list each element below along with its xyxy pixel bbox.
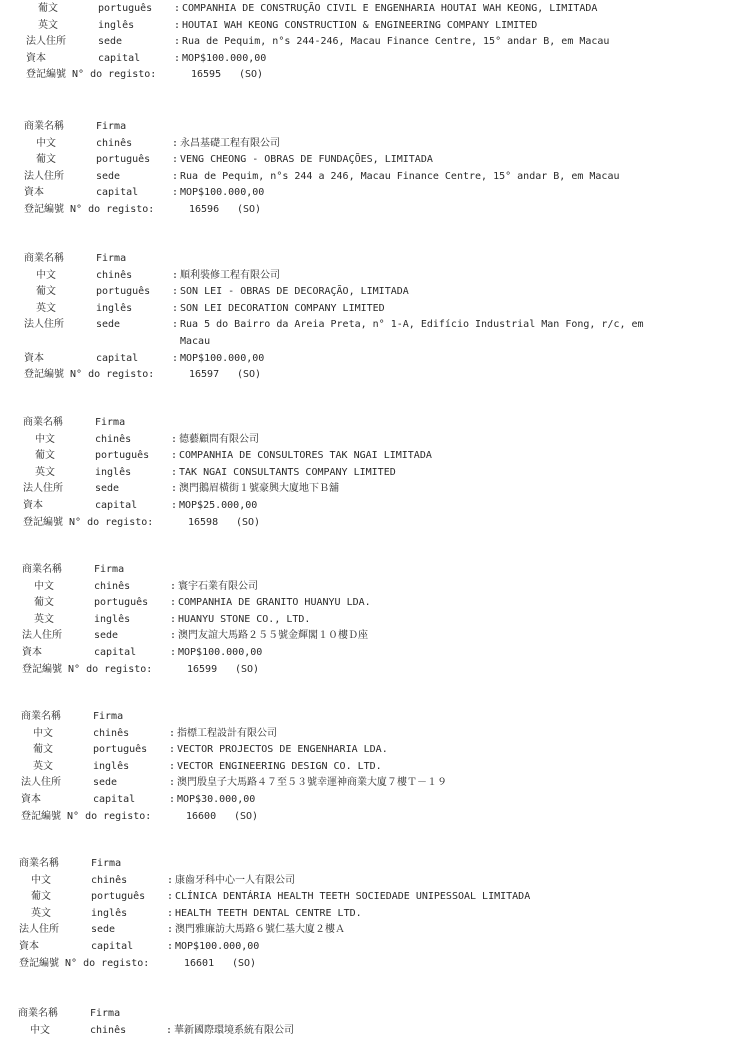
field-ingles: 英文 inglês : VECTOR ENGINEERING DESIGN CO. LTD. xyxy=(19,759,719,776)
field-chines: 中文 chinês : 永昌基礎工程有限公司 xyxy=(22,136,722,153)
firma-chines: 華新國際環境系統有限公司 xyxy=(174,1024,294,1036)
field-ingles: 英文 inglês : TAK NGAI CONSULTANTS COMPANY LIMITED xyxy=(21,465,721,482)
record-16595 xyxy=(24,1,724,84)
registo-number: 16601 xyxy=(184,957,215,969)
field-portugues: 葡文 português : COMPANHIA DE CONSULTORES TAK NGAI LIMITADA xyxy=(21,448,721,465)
firma-chines: 順利裝修工程有限公司 xyxy=(180,269,280,281)
field-firma: 商業名稱 Firma xyxy=(19,858,122,869)
firma-ingles: VECTOR ENGINEERING DESIGN CO. LTD. xyxy=(177,760,382,772)
firma-chines: 寰宇石業有限公司 xyxy=(178,580,258,592)
field-capital: 資本 capital : MOP$100.000,00 xyxy=(17,939,717,956)
firma-ingles: SON LEI DECORATION COMPANY LIMITED xyxy=(180,302,385,314)
field-sede: 法人住所 sede : 澳門友誼大馬路２５５號金輝閣１０樓Ｄ座 xyxy=(20,628,720,645)
field-firma: 商業名稱 Firma xyxy=(24,121,127,132)
field-firma: 商業名稱 Firma xyxy=(24,253,127,264)
field-firma: 商業名稱 Firma xyxy=(23,417,126,428)
field-chines: 中文 chinês : 寰宇石業有限公司 xyxy=(20,579,720,596)
sede-value: 澳門雅廉訪大馬路６號仁基大廈２樓Ａ xyxy=(175,924,345,936)
capital-value: MOP$100.000,00 xyxy=(180,187,265,199)
field-portugues: 葡文 português : COMPANHIA DE CONSTRUÇÃO CIVIL E ENGENHARIA HOUTAI WAH KEONG, LIMITADA xyxy=(24,1,724,18)
firma-ingles: HOUTAI WAH KEONG CONSTRUCTION & ENGINEERING COMPANY LIMITED xyxy=(182,19,538,31)
field-portugues: 葡文 português : VENG CHEONG - OBRAS DE FUNDAÇÕES, LIMITADA xyxy=(22,152,722,169)
record-16599 xyxy=(20,562,720,678)
registo-number: 16595 xyxy=(191,69,222,81)
registo-number: 16598 xyxy=(188,516,219,528)
record-16596 xyxy=(22,119,722,219)
field-capital: 資本 capital : MOP$100.000,00 xyxy=(22,351,722,368)
registo-number: 16599 xyxy=(187,663,218,675)
capital-value: MOP$100.000,00 xyxy=(175,940,260,952)
record-16598 xyxy=(21,415,721,531)
field-firma: 商業名稱 Firma xyxy=(18,1008,121,1019)
field-chines: 中文 chinês : 華新國際環境系統有限公司 xyxy=(16,1023,716,1040)
registo-number: 16600 xyxy=(186,810,217,822)
field-capital: 資本 capital : MOP$25.000,00 xyxy=(21,498,721,515)
firma-portugues: COMPANHIA DE GRANITO HUANYU LDA. xyxy=(178,597,371,609)
sede-value: Rua de Pequim, n°s 244-246, Macau Finance Centre, 15° andar B, em Macau xyxy=(182,36,610,48)
field-ingles: 英文 inglês : HEALTH TEETH DENTAL CENTRE LTD. xyxy=(17,906,717,923)
firma-portugues: VECTOR PROJECTOS DE ENGENHARIA LDA. xyxy=(177,744,388,756)
record-16601 xyxy=(17,856,717,972)
capital-value: MOP$25.000,00 xyxy=(179,499,258,511)
record-16597 xyxy=(22,251,722,384)
sede-value: 澳門鵝眉橫街１號豪興大廈地下Ｂ舖 xyxy=(179,483,339,495)
field-chines: 中文 chinês : 指標工程設計有限公司 xyxy=(19,726,719,743)
firma-chines: 永昌基礎工程有限公司 xyxy=(180,137,280,149)
capital-value: MOP$100.000,00 xyxy=(182,52,267,64)
field-registo: 登記編號 N° do registo: 16599 (SO) xyxy=(20,662,720,679)
firma-chines: 指標工程設計有限公司 xyxy=(177,727,277,739)
sede-value: 澳門殷皇子大馬路４７至５３號幸運神商業大廈７樓Ｔ－１９ xyxy=(177,777,447,789)
registo-number: 16596 xyxy=(189,203,220,215)
field-portugues: 葡文 português : SON LEI - OBRAS DE DECORAÇÃO, LIMITADA xyxy=(22,284,722,301)
field-portugues: 葡文 português : VECTOR PROJECTOS DE ENGENHARIA LDA. xyxy=(19,742,719,759)
field-sede: 法人住所 sede : Rua de Pequim, n°s 244 a 246, Macau Finance Centre, 15° andar B, em Macau xyxy=(22,169,722,186)
field-sede: 法人住所 sede : Rua 5 do Bairro da Areia Preta, n° 1-A, Edifício Industrial Man Fong, r/c, em Macau xyxy=(22,317,722,350)
sede-value-line2: Macau xyxy=(180,335,211,347)
firma-ingles: HEALTH TEETH DENTAL CENTRE LTD. xyxy=(175,907,362,919)
field-capital: 資本 capital : MOP$30.000,00 xyxy=(19,792,719,809)
field-sede: 法人住所 sede : Rua de Pequim, n°s 244-246, Macau Finance Centre, 15° andar B, em Macau xyxy=(24,34,724,51)
firma-portugues: VENG CHEONG - OBRAS DE FUNDAÇÕES, LIMITADA xyxy=(180,154,433,166)
field-registo: 登記編號 N° do registo: 16596 (SO) xyxy=(22,202,722,219)
firma-chines: 德藝顧問有限公司 xyxy=(179,433,259,445)
field-chines: 中文 chinês : 德藝顧問有限公司 xyxy=(21,432,721,449)
capital-value: MOP$100.000,00 xyxy=(178,646,263,658)
field-capital: 資本 capital : MOP$100.000,00 xyxy=(24,51,724,68)
field-firma: 商業名稱 Firma xyxy=(21,711,124,722)
field-sede: 法人住所 sede : 澳門殷皇子大馬路４７至５３號幸運神商業大廈７樓Ｔ－１９ xyxy=(19,775,719,792)
sede-value: 澳門友誼大馬路２５５號金輝閣１０樓Ｄ座 xyxy=(178,630,368,642)
field-registo: 登記編號 N° do registo: 16595 (SO) xyxy=(24,67,724,84)
field-sede: 法人住所 sede : 澳門雅廉訪大馬路６號仁基大廈２樓Ａ xyxy=(17,922,717,939)
field-sede: 法人住所 sede : 澳門鵝眉橫街１號豪興大廈地下Ｂ舖 xyxy=(21,481,721,498)
firma-portugues: CLÍNICA DENTÁRIA HEALTH TEETH SOCIEDADE UNIPESSOAL LIMITADA xyxy=(175,891,531,903)
field-firma: 商業名稱 Firma xyxy=(22,564,125,575)
firma-portugues: COMPANHIA DE CONSTRUÇÃO CIVIL E ENGENHARIA HOUTAI WAH KEONG, LIMITADA xyxy=(182,3,598,14)
field-chines: 中文 chinês : 康齒牙科中心一人有限公司 xyxy=(17,873,717,890)
firma-portugues: COMPANHIA DE CONSULTORES TAK NGAI LIMITADA xyxy=(179,450,432,462)
record-next xyxy=(16,1006,716,1039)
field-registo: 登記編號 N° do registo: 16598 (SO) xyxy=(21,515,721,532)
field-capital: 資本 capital : MOP$100.000,00 xyxy=(22,185,722,202)
field-ingles: 英文 inglês : HOUTAI WAH KEONG CONSTRUCTION & ENGINEERING COMPANY LIMITED xyxy=(24,18,724,35)
field-capital: 資本 capital : MOP$100.000,00 xyxy=(20,645,720,662)
firma-ingles: HUANYU STONE CO., LTD. xyxy=(178,613,311,625)
firma-ingles: TAK NGAI CONSULTANTS COMPANY LIMITED xyxy=(179,466,396,478)
record-16600 xyxy=(19,709,719,825)
capital-value: MOP$30.000,00 xyxy=(177,793,256,805)
field-registo: 登記編號 N° do registo: 16600 (SO) xyxy=(19,809,719,826)
field-portugues: 葡文 português : COMPANHIA DE GRANITO HUANYU LDA. xyxy=(20,595,720,612)
firma-chines: 康齒牙科中心一人有限公司 xyxy=(175,874,295,886)
sede-value: Rua de Pequim, n°s 244 a 246, Macau Finance Centre, 15° andar B, em Macau xyxy=(180,170,620,182)
field-ingles: 英文 inglês : HUANYU STONE CO., LTD. xyxy=(20,612,720,629)
field-registo: 登記編號 N° do registo: 16597 (SO) xyxy=(22,367,722,384)
sede-value-line1: Rua 5 do Bairro da Areia Preta, n° 1-A, Edifício Industrial Man Fong, r/c, em xyxy=(180,319,644,331)
firma-portugues: SON LEI - OBRAS DE DECORAÇÃO, LIMITADA xyxy=(180,286,409,298)
field-ingles: 英文 inglês : SON LEI DECORATION COMPANY LIMITED xyxy=(22,301,722,318)
field-portugues: 葡文 português : CLÍNICA DENTÁRIA HEALTH TEETH SOCIEDADE UNIPESSOAL LIMITADA xyxy=(17,889,717,906)
field-chines: 中文 chinês : 順利裝修工程有限公司 xyxy=(22,268,722,285)
capital-value: MOP$100.000,00 xyxy=(180,352,265,364)
field-registo: 登記編號 N° do registo: 16601 (SO) xyxy=(17,956,717,973)
registo-number: 16597 xyxy=(189,369,220,381)
